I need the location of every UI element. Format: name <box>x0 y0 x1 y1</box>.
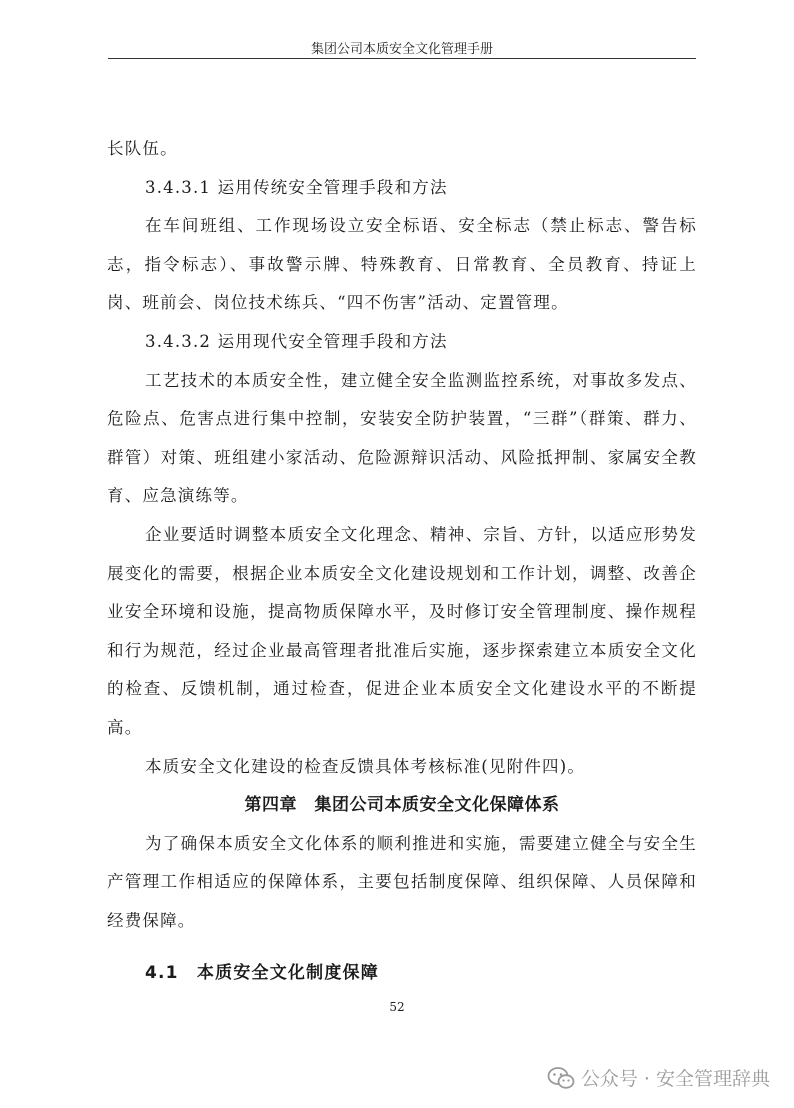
paragraph-traditional-methods: 在车间班组、工作现场设立安全标语、安全标志（禁止标志、警告标志，指令标志）、事故警示牌、特殊教育、日常教育、全员教育、持证上岗、班前会、岗位技术练兵、“四不伤害”活动、定置管理。 <box>107 216 697 313</box>
paragraph-modern-methods: 工艺技术的本质安全性，建立健全安全监测监控系统，对事故多发点、危险点、危害点进行集中控制，安装安全防护装置，“三群”（群策、群力、群管）对策、班组建小家活动、危险源辩识活动、风险抵押制、家属安全教育、应急演练等。 <box>107 370 697 506</box>
page-header: 集团公司本质安全文化管理手册 <box>310 42 493 57</box>
chapter-title: 第四章 集团公司本质安全文化保障体系 <box>244 795 560 816</box>
subsection-heading-3432: 3.4.3.2 运用现代安全管理手段和方法 <box>145 331 448 351</box>
header-divider <box>108 58 696 59</box>
page-number: 52 <box>389 1000 405 1014</box>
watermark-text: 公众号 · 安全管理辞典 <box>580 1068 770 1090</box>
section-title: 4.1 本质安全文化制度保障 <box>145 963 379 984</box>
subsection-heading-3431: 3.4.3.1 运用传统安全管理手段和方法 <box>145 177 448 197</box>
paragraph-chapter-intro: 为了确保本质安全文化体系的顺利推进和实施，需要建立健全与安全生产管理工作相适应的保障体系，主要包括制度保障、组织保障、人员保障和经费保障。 <box>107 833 697 930</box>
paragraph-standard-reference: 本质安全文化建设的检查反馈具体考核标准(见附件四)。 <box>145 756 586 776</box>
paragraph-continuation: 长队伍。 <box>107 139 178 158</box>
wechat-icon <box>547 1066 575 1090</box>
watermark <box>547 1064 770 1091</box>
document-body <box>107 130 697 993</box>
paragraph-adjustment: 企业要适时调整本质安全文化理念、精神、宗旨、方针，以适应形势发展变化的需要，根据企业本质安全文化建设规划和工作计划，调整、改善企业安全环境和设施，提高物质保障水平，及时修订安全管理制度、操作规程和行为规范，经过企业最高管理者批准后实施，逐步探索建立本质安全文化的检查、反馈机制，通过检查，促进企业本质安全文化建设水平的不断提高。 <box>107 524 697 737</box>
